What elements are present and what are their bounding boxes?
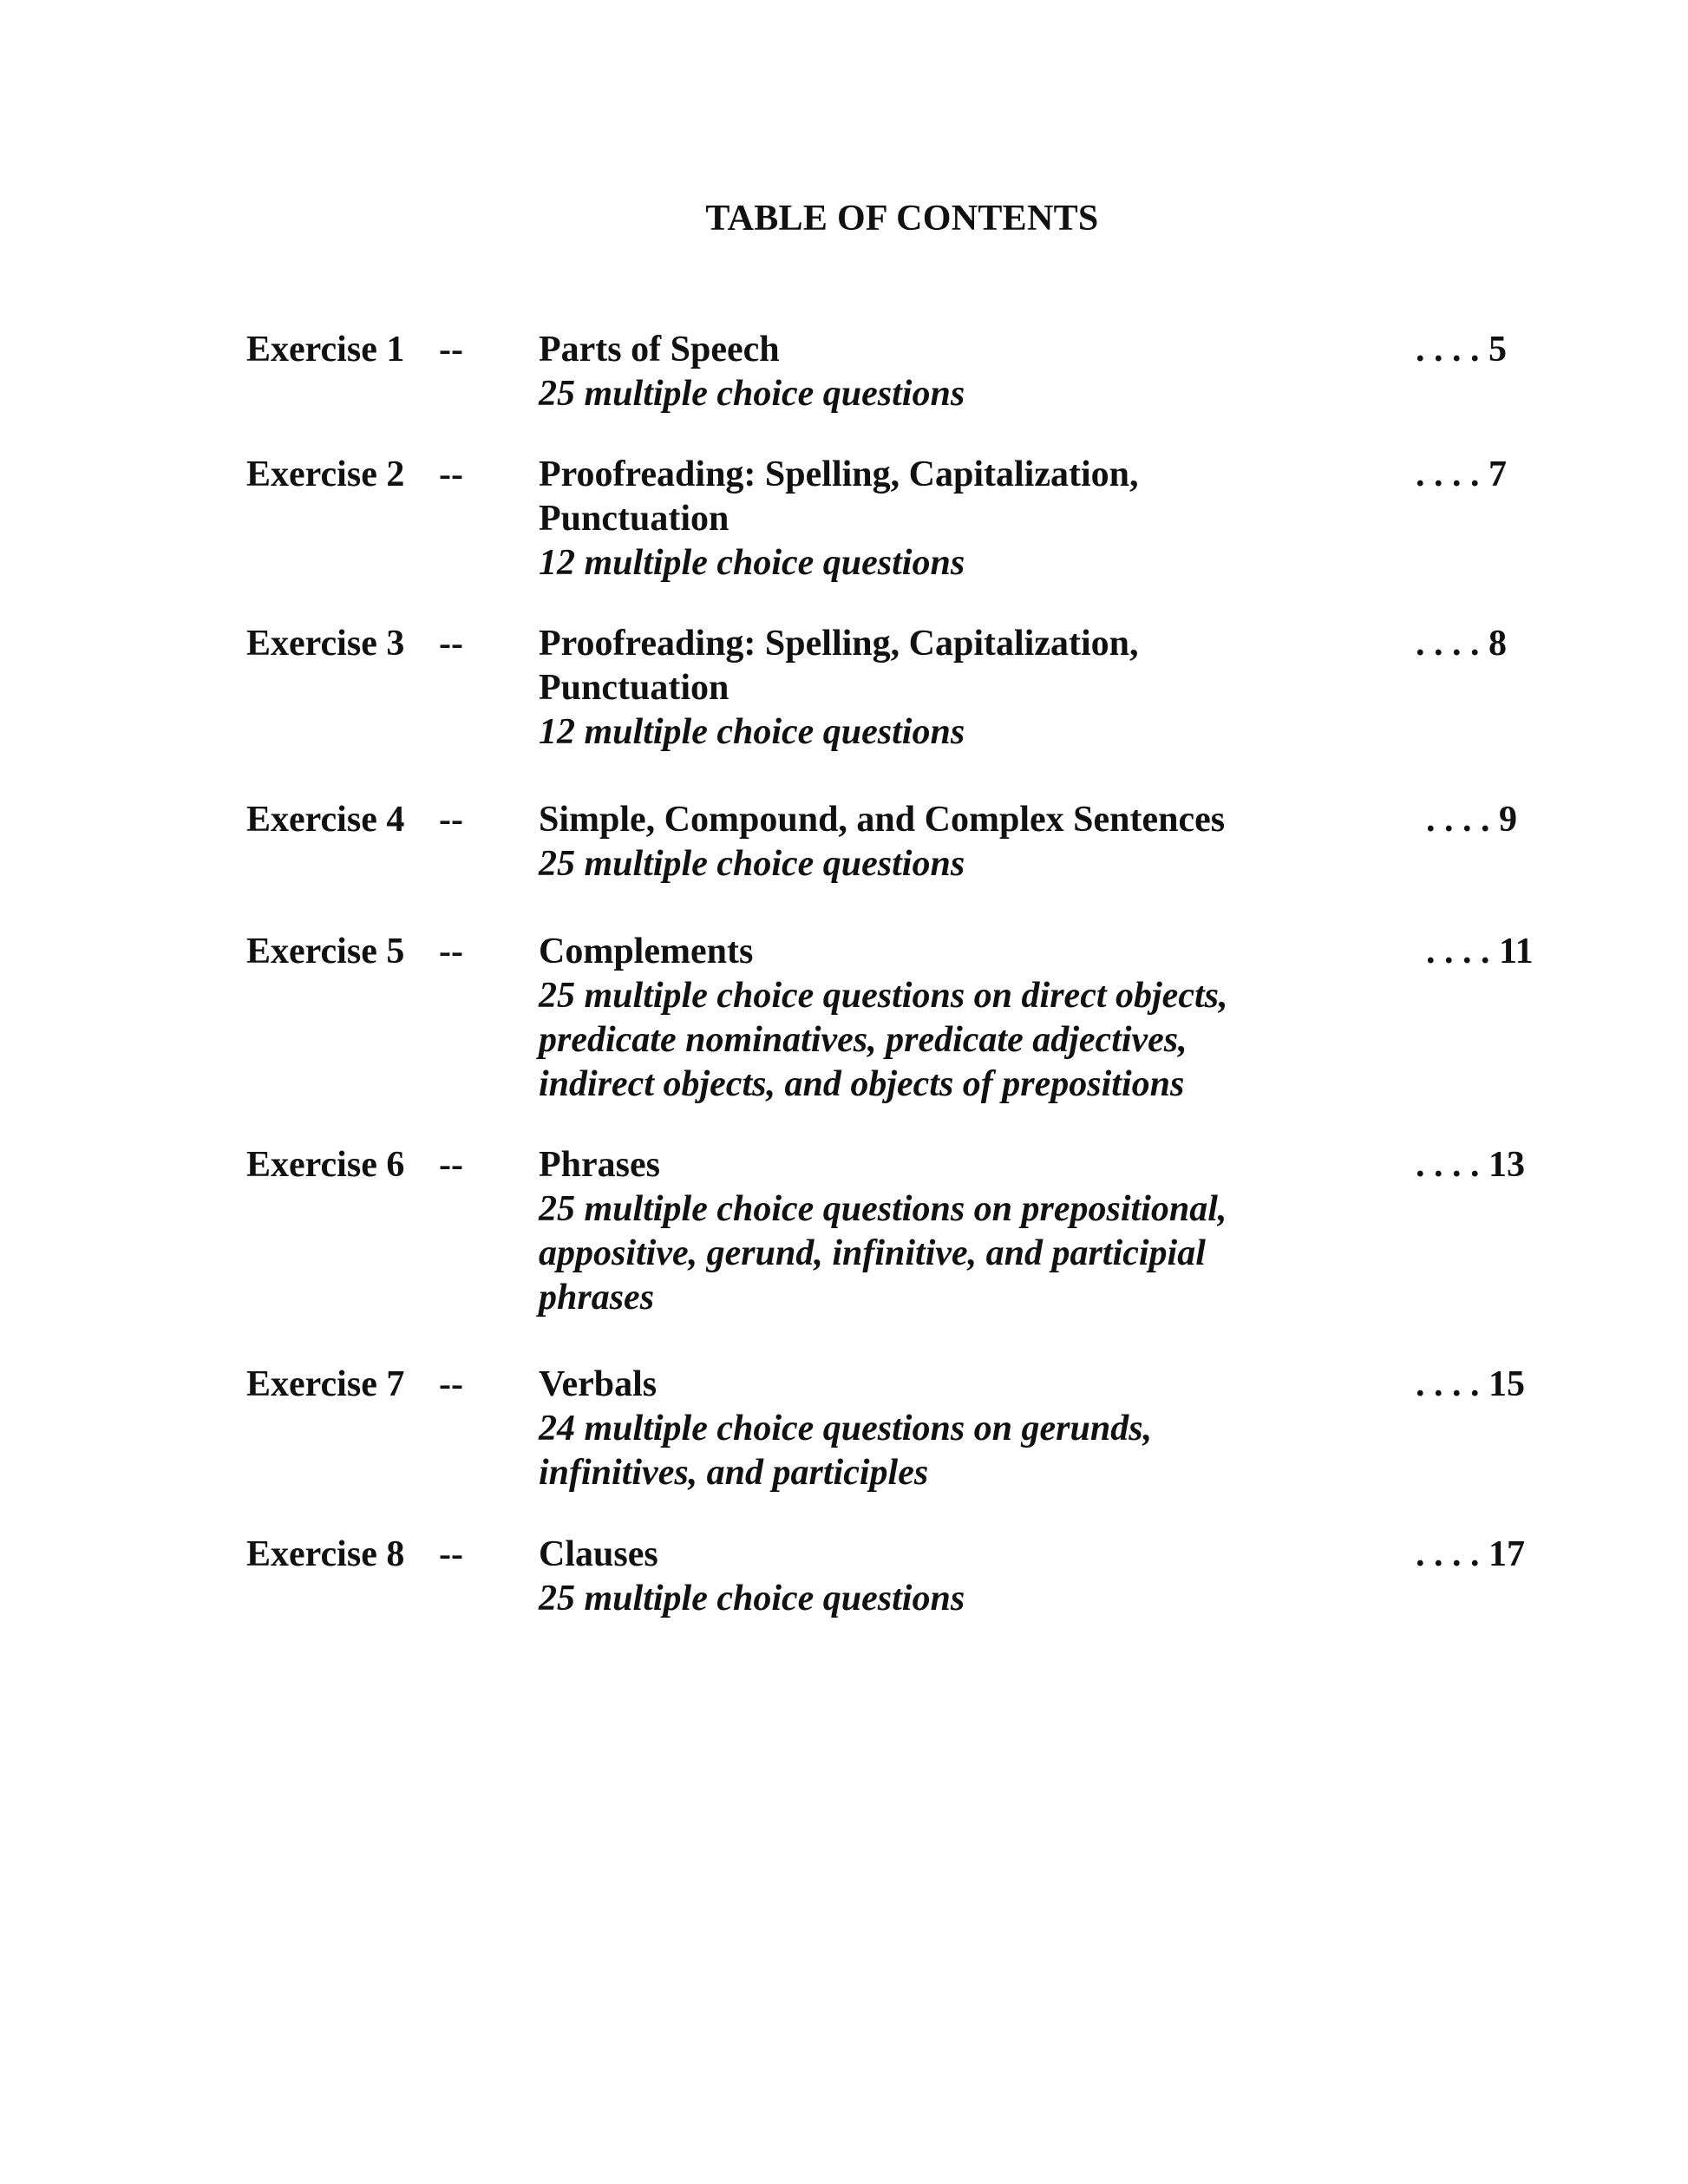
exercise-description: 24 multiple choice questions on gerunds, xyxy=(539,1409,1153,1448)
page-number: . . . . 15 xyxy=(1416,1364,1525,1404)
exercise-body xyxy=(539,453,1293,585)
exercise-dash: -- xyxy=(439,330,463,369)
exercise-description: predicate nominatives, predicate adjectives, xyxy=(539,1020,1187,1060)
page-number: . . . . 5 xyxy=(1416,330,1507,369)
exercise-description: 12 multiple choice questions xyxy=(539,712,965,752)
page-title: TABLE OF CONTENTS xyxy=(705,199,1099,239)
exercise-body xyxy=(539,1533,1293,1621)
exercise-body xyxy=(539,930,1293,1107)
exercise-label: Exercise 3 xyxy=(246,624,405,664)
exercise-label: Exercise 5 xyxy=(246,932,405,971)
exercise-body xyxy=(539,328,1293,416)
exercise-description: appositive, gerund, infinitive, and participial xyxy=(539,1233,1206,1273)
exercise-description: infinitives, and participles xyxy=(539,1453,929,1493)
exercise-description: 12 multiple choice questions xyxy=(539,543,965,583)
exercise-dash: -- xyxy=(439,624,463,664)
page-number: . . . . 11 xyxy=(1426,932,1534,971)
page-number: . . . . 7 xyxy=(1416,454,1507,494)
exercise-dash: -- xyxy=(439,454,463,494)
exercise-title: Proofreading: Spelling, Capitalization, xyxy=(539,454,1139,494)
exercise-title: Clauses xyxy=(539,1534,658,1574)
exercise-title: Punctuation xyxy=(539,668,730,708)
exercise-label: Exercise 1 xyxy=(246,330,405,369)
exercise-description: 25 multiple choice questions on direct objects, xyxy=(539,976,1228,1016)
exercise-title: Simple, Compound, and Complex Sentences xyxy=(539,800,1226,840)
exercise-title: Proofreading: Spelling, Capitalization, xyxy=(539,624,1139,664)
exercise-label: Exercise 6 xyxy=(246,1145,405,1185)
exercise-label: Exercise 2 xyxy=(246,454,405,494)
exercise-label: Exercise 8 xyxy=(246,1534,405,1574)
exercise-description: 25 multiple choice questions on prepositional, xyxy=(539,1189,1227,1229)
exercise-label: Exercise 7 xyxy=(246,1364,405,1404)
exercise-description: 25 multiple choice questions xyxy=(539,1579,965,1618)
page-number: . . . . 17 xyxy=(1416,1534,1525,1574)
exercise-dash: -- xyxy=(439,1145,463,1185)
exercise-description: phrases xyxy=(539,1278,655,1318)
exercise-title: Complements xyxy=(539,932,754,971)
page-number: . . . . 9 xyxy=(1426,800,1517,840)
exercise-title: Phrases xyxy=(539,1145,660,1185)
exercise-body xyxy=(539,622,1293,755)
page-number: . . . . 13 xyxy=(1416,1145,1525,1185)
exercise-body xyxy=(539,798,1293,886)
exercise-title: Verbals xyxy=(539,1364,658,1404)
page-number: . . . . 8 xyxy=(1416,624,1507,664)
exercise-label: Exercise 4 xyxy=(246,800,405,840)
exercise-description: indirect objects, and objects of prepositions xyxy=(539,1064,1185,1104)
exercise-dash: -- xyxy=(439,1364,463,1404)
exercise-dash: -- xyxy=(439,932,463,971)
exercise-body xyxy=(539,1143,1293,1320)
exercise-description: 25 multiple choice questions xyxy=(539,374,965,414)
exercise-title: Punctuation xyxy=(539,499,730,539)
exercise-title: Parts of Speech xyxy=(539,330,780,369)
exercise-dash: -- xyxy=(439,800,463,840)
exercise-description: 25 multiple choice questions xyxy=(539,844,965,884)
exercise-dash: -- xyxy=(439,1534,463,1574)
exercise-body xyxy=(539,1363,1293,1495)
